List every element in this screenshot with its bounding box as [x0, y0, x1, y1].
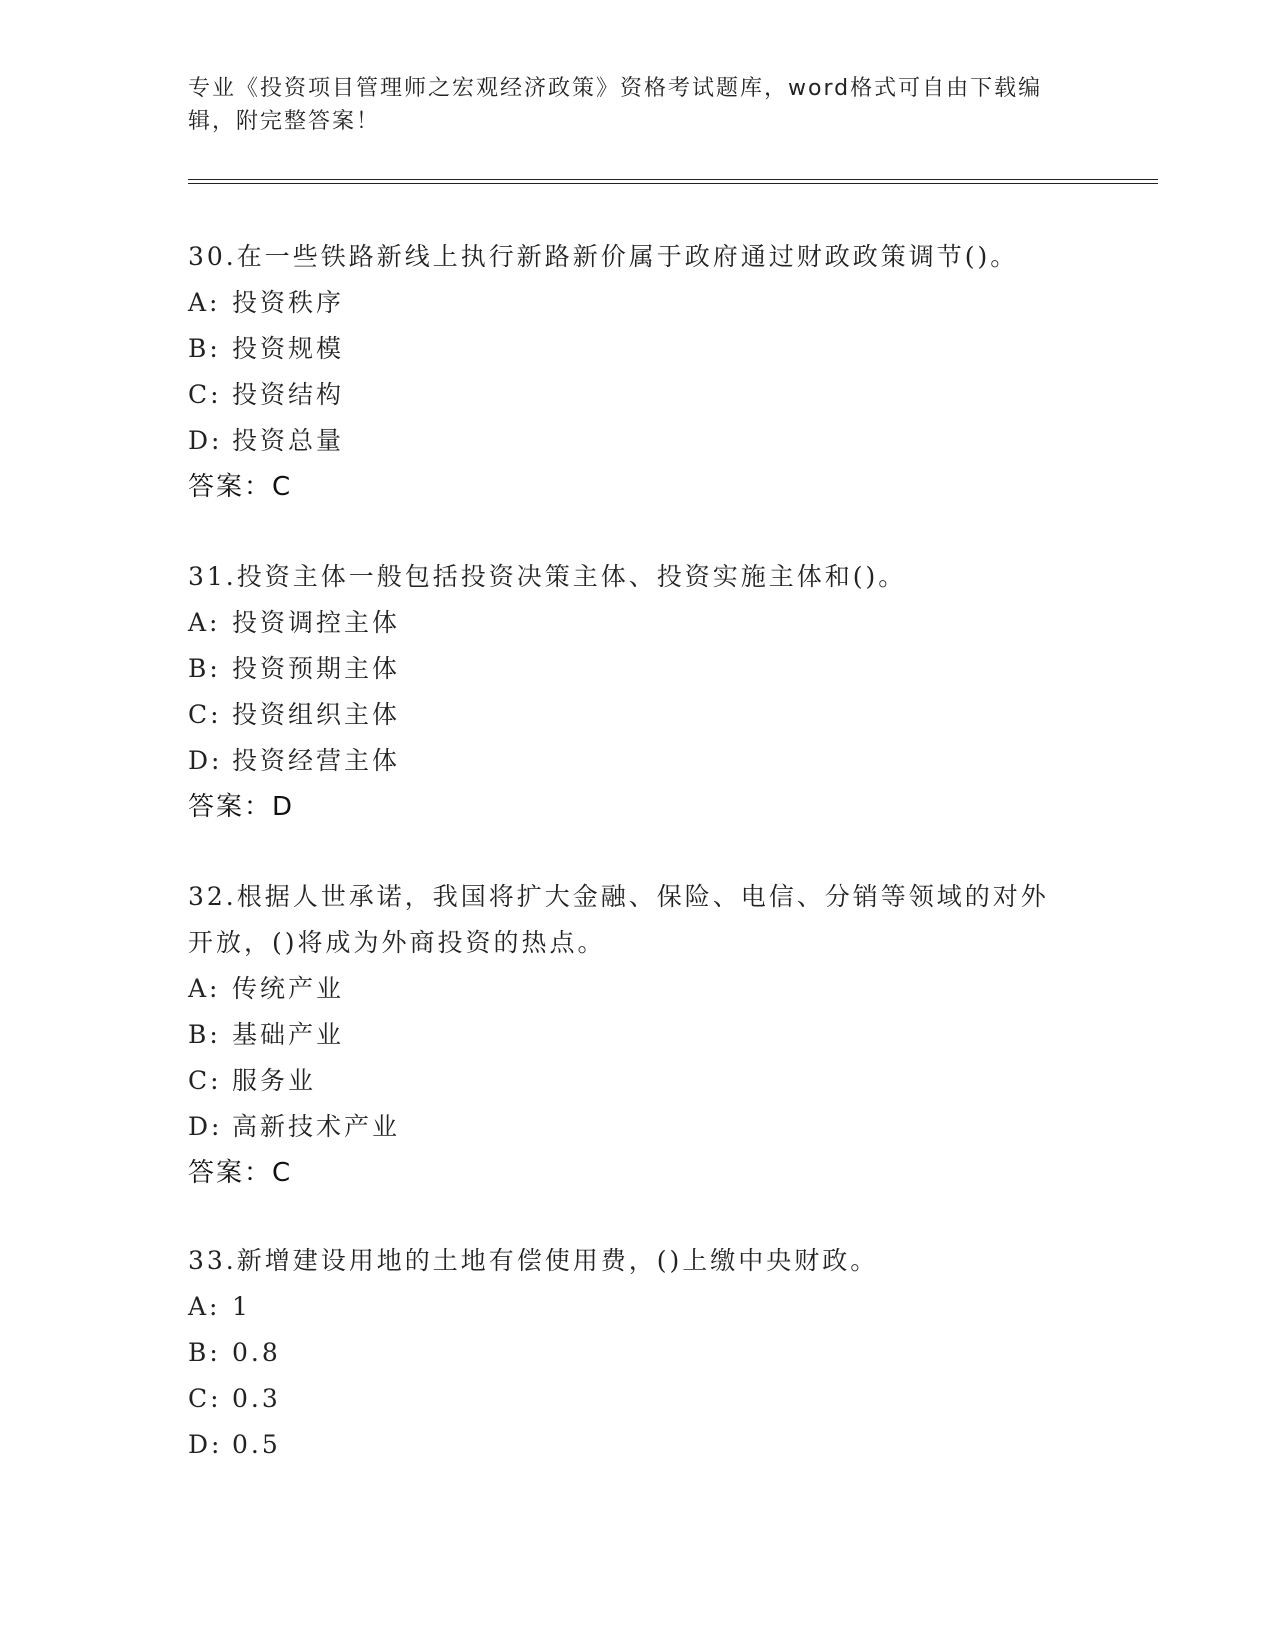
option-text: 投资经营主体 — [232, 746, 401, 775]
answer-line: 答案：C — [188, 1158, 293, 1188]
question-stem: 33.新增建设用地的土地有偿使用费，()上缴中央财政。 — [188, 1246, 879, 1275]
option-text: 基础产业 — [232, 1020, 345, 1049]
option-c — [188, 1376, 1088, 1422]
question-32 — [188, 874, 1088, 1196]
question-stem-line-2: 开放，()将成为外商投资的热点。 — [188, 928, 606, 957]
option-b — [188, 1012, 1088, 1058]
option-text: 投资组织主体 — [232, 700, 401, 729]
option-b — [188, 326, 1088, 372]
option-a — [188, 600, 1088, 646]
option-d — [188, 418, 1088, 464]
header-divider-top — [188, 179, 1158, 180]
question-stem: 30.在一些铁路新线上执行新路新价属于政府通过财政政策调节()。 — [188, 242, 1019, 271]
option-key: A: — [188, 608, 221, 637]
option-key: B: — [188, 1338, 221, 1367]
option-d — [188, 1422, 1088, 1468]
option-text: 投资总量 — [232, 426, 345, 455]
option-c — [188, 1058, 1088, 1104]
option-key: B: — [188, 1020, 221, 1049]
option-key: D: — [188, 746, 223, 775]
option-text: 传统产业 — [232, 974, 345, 1003]
option-d — [188, 738, 1088, 784]
question-stem: 31.投资主体一般包括投资决策主体、投资实施主体和()。 — [188, 562, 907, 591]
header-line-1: 专业《投资项目管理师之宏观经济政策》资格考试题库，word格式可自由下载编 — [188, 76, 1043, 101]
option-key: D: — [188, 426, 223, 455]
answer-line: 答案：D — [188, 792, 295, 822]
option-key: B: — [188, 654, 221, 683]
option-key: C: — [188, 1066, 222, 1095]
question-30 — [188, 234, 1088, 510]
option-b — [188, 1330, 1088, 1376]
option-d — [188, 1104, 1088, 1150]
header-divider-bottom — [188, 183, 1158, 184]
option-text: 高新技术产业 — [232, 1112, 401, 1141]
option-text: 投资秩序 — [232, 288, 345, 317]
document-header — [188, 72, 1088, 138]
option-c — [188, 692, 1088, 738]
option-a — [188, 1284, 1088, 1330]
option-text: 0.3 — [232, 1384, 281, 1413]
option-text: 服务业 — [232, 1066, 317, 1095]
question-33 — [188, 1238, 1088, 1468]
option-key: A: — [188, 974, 221, 1003]
option-a — [188, 966, 1088, 1012]
header-line-2: 辑，附完整答案！ — [188, 109, 381, 134]
option-key: C: — [188, 700, 222, 729]
question-stem-line-1: 32.根据人世承诺，我国将扩大金融、保险、电信、分销等领域的对外 — [188, 882, 1049, 911]
option-text: 1 — [232, 1292, 251, 1321]
option-text: 投资结构 — [232, 380, 345, 409]
option-text: 0.8 — [232, 1338, 281, 1367]
option-text: 投资规模 — [232, 334, 345, 363]
option-key: C: — [188, 1384, 222, 1413]
option-key: D: — [188, 1430, 223, 1459]
option-text: 投资预期主体 — [232, 654, 401, 683]
option-key: C: — [188, 380, 222, 409]
option-a — [188, 280, 1088, 326]
answer-line: 答案：C — [188, 472, 293, 502]
option-key: B: — [188, 334, 221, 363]
question-31 — [188, 554, 1088, 830]
option-key: D: — [188, 1112, 223, 1141]
option-b — [188, 646, 1088, 692]
option-key: A: — [188, 1292, 221, 1321]
option-c — [188, 372, 1088, 418]
option-text: 投资调控主体 — [232, 608, 401, 637]
option-text: 0.5 — [232, 1430, 281, 1459]
option-key: A: — [188, 288, 221, 317]
